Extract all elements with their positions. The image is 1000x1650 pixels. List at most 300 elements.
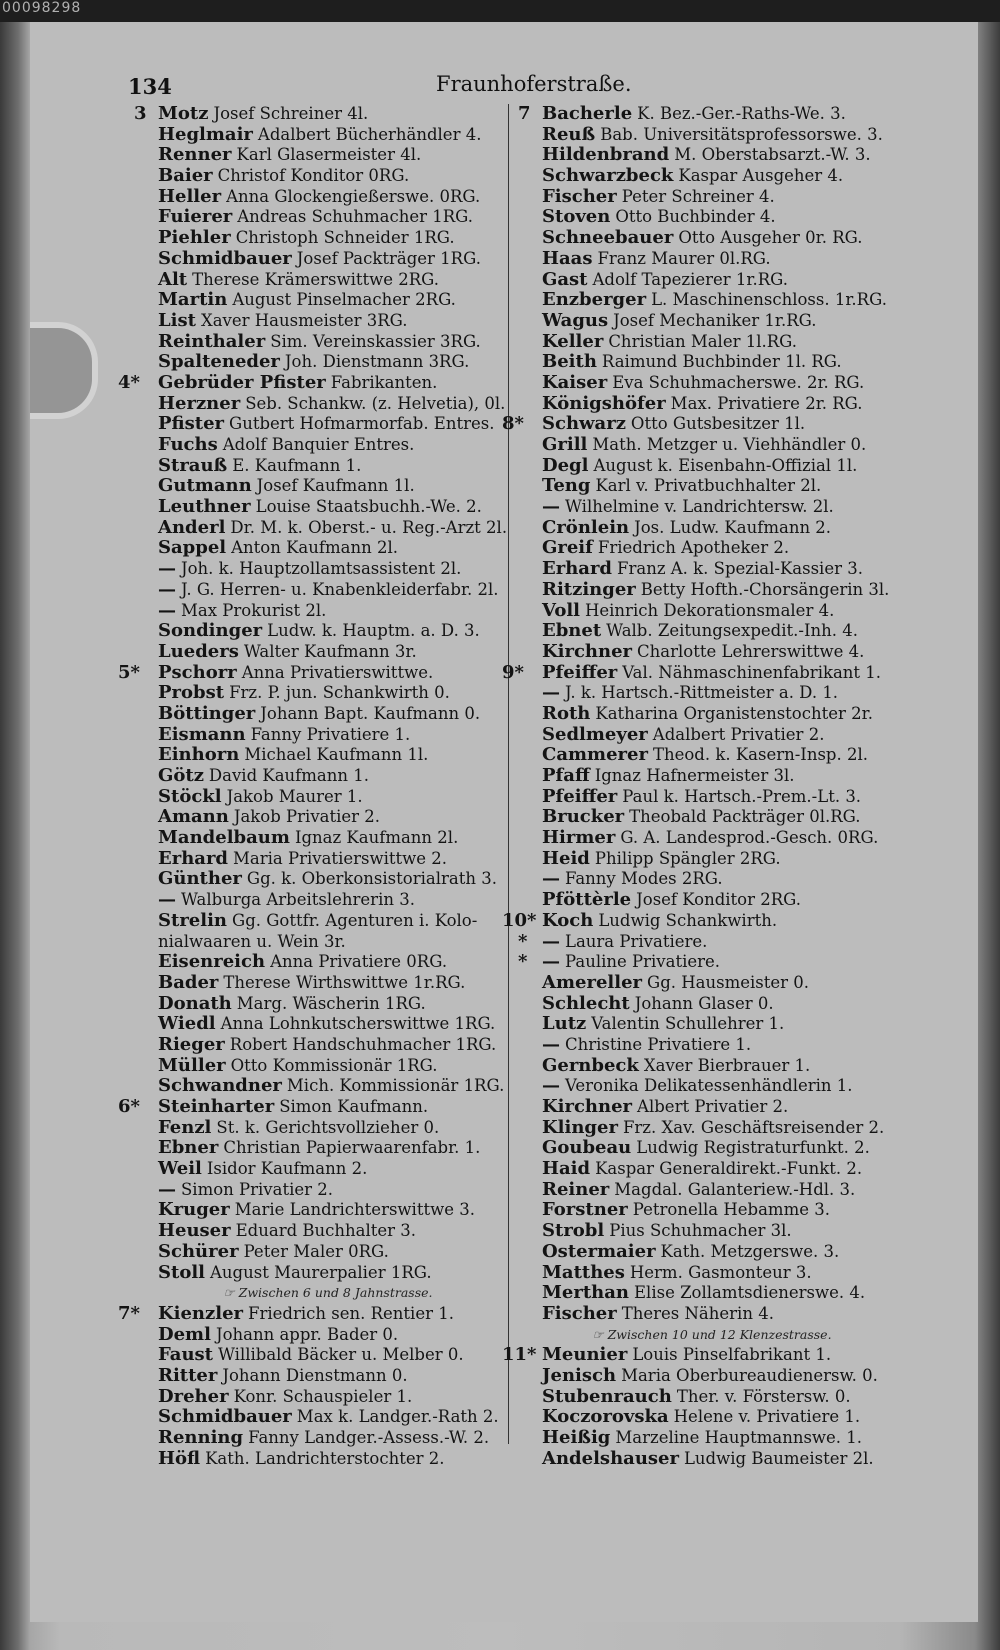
directory-entry [512, 497, 912, 518]
resident-details: Fabrikanten. [330, 372, 438, 392]
resident-name: Renner [158, 144, 232, 166]
resident-details: Otto Buchbinder 4. [615, 207, 776, 227]
resident-name: Merthan [542, 1282, 630, 1304]
resident-details: G. A. Landesprod.-Gesch. 0RG. [620, 828, 879, 848]
directory-entry [512, 1056, 912, 1077]
resident-details: Otto Gutsbesitzer 1l. [630, 414, 806, 434]
right-column [502, 103, 912, 1469]
resident-name: Heller [158, 185, 222, 207]
resident-details: Gg. Gottfr. Agenturen i. Kolo- [232, 910, 478, 930]
directory-entry [128, 1138, 528, 1159]
resident-details: Adolf Tapezierer 1r.RG. [592, 269, 789, 289]
directory-entry [128, 166, 528, 187]
resident-name: Dreher [158, 1385, 229, 1407]
house-number: 8* [502, 413, 524, 435]
directory-entry [512, 994, 912, 1015]
resident-name: Pföttèrle [542, 889, 632, 911]
house-number: 11* [502, 1344, 537, 1366]
directory-entry [512, 1097, 912, 1118]
resident-details: Johann Dienstmann 0. [222, 1365, 408, 1385]
resident-name: Greif [542, 537, 593, 559]
resident-name: Reuß [542, 123, 596, 145]
directory-entry [512, 332, 912, 353]
directory-entry [512, 1366, 912, 1387]
resident-details: Josef Konditor 2RG. [636, 890, 802, 910]
directory-entry [512, 1076, 912, 1097]
resident-name: Strobl [542, 1220, 605, 1242]
directory-entry [512, 435, 912, 456]
resident-name: — [542, 868, 560, 890]
resident-details: Jakob Privatier 2. [233, 807, 381, 827]
directory-entry [128, 145, 528, 166]
resident-details: Math. Metzger u. Viehhändler 0. [592, 435, 867, 454]
resident-name: Mandelbaum [158, 827, 290, 849]
directory-entry [128, 332, 528, 353]
resident-details: Katharina Organistenstochter 2r. [595, 703, 873, 723]
directory-entry [128, 621, 528, 642]
resident-details: Jakob Maurer 1. [226, 786, 363, 806]
directory-entry [128, 456, 528, 477]
resident-name: List [158, 309, 196, 331]
resident-details: Christine Privatiere 1. [565, 1034, 752, 1054]
directory-entry [502, 1344, 912, 1366]
resident-name: Einhorn [158, 744, 240, 766]
resident-name: — [158, 578, 176, 600]
directory-entry [512, 518, 912, 539]
resident-name: Weil [158, 1158, 202, 1180]
directory-entry [512, 1014, 912, 1035]
house-number: 5* [118, 661, 140, 683]
resident-name: Hildenbrand [542, 144, 670, 166]
directory-entry [128, 1180, 528, 1201]
directory-entry [118, 371, 528, 394]
resident-details: Josef Kaufmann 1l. [256, 476, 415, 496]
directory-entry [502, 909, 912, 932]
resident-name: Herzner [158, 392, 241, 414]
directory-entry [128, 890, 528, 911]
resident-name: Renning [158, 1427, 244, 1448]
resident-name: Schwarzbeck [542, 165, 674, 187]
resident-name: Kaiser [542, 371, 608, 393]
resident-name: Beith [542, 351, 597, 373]
resident-name: Lutz [542, 1013, 587, 1035]
resident-details: Xaver Hausmeister 3RG. [200, 310, 408, 330]
resident-details: Kaspar Generaldirekt.-Funkt. 2. [595, 1159, 863, 1179]
directory-entry [512, 1242, 912, 1263]
resident-name: Jenisch [542, 1364, 617, 1386]
resident-name: Wiedl [158, 1013, 216, 1035]
resident-name: Forstner [542, 1199, 628, 1221]
page-number: 134 [128, 74, 172, 99]
resident-details: Ludwig Schankwirth. [598, 910, 778, 930]
directory-entry [512, 125, 912, 146]
directory-entry [512, 1304, 912, 1325]
directory-entry [128, 994, 528, 1015]
resident-name: Götz [158, 765, 204, 786]
resident-name: Brucker [542, 806, 625, 828]
directory-entry [512, 1200, 912, 1221]
resident-name: Pfeiffer [542, 785, 618, 807]
resident-details: Adolf Banquier Entres. [222, 435, 415, 454]
resident-name: Fuierer [158, 206, 233, 228]
directory-entry [512, 745, 912, 766]
directory-entry [128, 125, 528, 146]
resident-name: Schmidbauer [158, 1406, 292, 1428]
resident-name: Schürer [158, 1240, 239, 1262]
resident-name: Gast [542, 268, 588, 290]
resident-details: St. k. Gerichtsvollzieher 0. [216, 1117, 440, 1137]
directory-entry [512, 766, 912, 787]
directory-entry [512, 290, 912, 311]
directory-entry [512, 828, 912, 849]
resident-name: Haid [542, 1158, 591, 1180]
resident-details: Herm. Gasmonteur 3. [629, 1262, 812, 1282]
resident-details: J. G. Herren- u. Knabenkleiderfabr. 2l. [181, 579, 499, 599]
resident-name: Schneebauer [542, 227, 674, 249]
directory-entry [512, 352, 912, 373]
resident-details: Laura Privatiere. [565, 931, 708, 951]
directory-entry [128, 704, 528, 725]
directory-entry [512, 642, 912, 663]
resident-details: Simon Privatier 2. [181, 1179, 334, 1199]
directory-entry [512, 683, 912, 704]
resident-name: Grill [542, 434, 588, 455]
resident-details: Fanny Privatiere 1. [250, 724, 411, 744]
directory-entry [128, 414, 528, 435]
resident-details: Theres Näherin 4. [621, 1303, 774, 1323]
directory-entry [128, 745, 528, 766]
resident-details: Paul k. Hartsch.-Prem.-Lt. 3. [622, 786, 862, 806]
resident-details: Fanny Modes 2RG. [565, 869, 723, 889]
resident-name: Pfister [158, 413, 225, 435]
resident-details: Frz. P. jun. Schankwirth 0. [229, 683, 450, 703]
directory-entry [128, 642, 528, 663]
directory-entry [118, 1096, 528, 1118]
resident-details: Fanny Landger.-Assess.-W. 2. [248, 1428, 490, 1447]
directory-entry [128, 1263, 528, 1284]
resident-details: Helene v. Privatiere 1. [673, 1407, 861, 1427]
resident-details: Christian Maler 1l.RG. [608, 331, 797, 351]
directory-entry [512, 207, 912, 228]
resident-details: Josef Mechaniker 1r.RG. [613, 310, 817, 330]
resident-details: Jos. Ludw. Kaufmann 2. [634, 517, 832, 537]
directory-entry [128, 476, 528, 497]
resident-name: Pfaff [542, 765, 590, 786]
resident-details: Raimund Buchbinder 1l. RG. [601, 352, 842, 372]
resident-details: Johann appr. Bader 0. [215, 1324, 399, 1344]
resident-name: Kruger [158, 1199, 230, 1221]
resident-details: Ther. v. Förstersw. 0. [676, 1386, 851, 1406]
resident-details: M. Oberstabsarzt.-W. 3. [674, 145, 871, 165]
resident-details: Maria Privatierswittwe 2. [233, 848, 447, 868]
resident-name: Enzberger [542, 289, 647, 311]
resident-details: Ignaz Hafnermeister 3l. [594, 766, 795, 785]
resident-name: Kirchner [542, 1096, 633, 1117]
resident-name: Bacherle [542, 103, 633, 124]
resident-details: Charlotte Lehrerswittwe 4. [637, 641, 865, 661]
resident-details: Gutbert Hofmarmorfab. Entres. [229, 414, 495, 434]
resident-name: — [542, 951, 560, 973]
directory-entry [128, 270, 528, 291]
resident-details: Joh. Dienstmann 3RG. [284, 352, 470, 372]
directory-entry [128, 1159, 528, 1180]
resident-details: Theod. k. Kasern-Insp. 2l. [652, 745, 868, 765]
resident-name: Rieger [158, 1033, 225, 1055]
resident-name: — [158, 889, 176, 911]
resident-details: Eva Schuhmacherswe. 2r. RG. [612, 372, 865, 392]
resident-details: Pauline Privatiere. [565, 952, 721, 972]
directory-entry [512, 1449, 912, 1470]
resident-details: Bab. Universitätsprofessorswe. 3. [600, 124, 883, 144]
resident-name: Reiner [542, 1178, 610, 1200]
directory-entry [502, 661, 912, 684]
resident-details: Louis Pinselfabrikant 1. [632, 1345, 832, 1365]
house-number: 3 [134, 103, 147, 124]
resident-name: Erhard [542, 558, 613, 580]
directory-entry [128, 932, 528, 953]
resident-name: Lueders [158, 640, 239, 662]
resident-name: Keller [542, 330, 604, 352]
directory-entry [128, 104, 528, 125]
resident-name: Roth [542, 702, 591, 724]
resident-name: Günther [158, 868, 242, 890]
house-number: 10* [502, 909, 537, 931]
section-note: ☞ Zwischen 10 und 12 Klenzestrasse. [592, 1326, 832, 1342]
resident-name: Faust [158, 1344, 213, 1366]
resident-details: Otto Ausgeher 0r. RG. [678, 228, 863, 248]
resident-details: K. Bez.-Ger.-Raths-We. 3. [637, 104, 846, 123]
resident-details: Anton Kaufmann 2l. [231, 538, 399, 558]
resident-details: Elise Zollamtsdienerswe. 4. [634, 1283, 866, 1303]
directory-entry [128, 394, 528, 415]
resident-details: Simon Kaufmann. [279, 1097, 429, 1116]
resident-details: Val. Nähmaschinenfabrikant 1. [622, 662, 882, 682]
resident-name: Martin [158, 289, 228, 311]
directory-entry [128, 538, 528, 559]
resident-name: Schlecht [542, 992, 630, 1014]
resident-name: Ostermaier [542, 1240, 656, 1262]
resident-details: Peter Maler 0RG. [243, 1241, 389, 1261]
directory-entry [512, 1428, 912, 1449]
resident-details: Therese Krämerswittwe 2RG. [192, 269, 440, 289]
resident-name: Anderl [158, 516, 226, 538]
resident-details: Kaspar Ausgeher 4. [678, 166, 844, 186]
resident-details: Christoph Schneider 1RG. [235, 228, 455, 248]
resident-details: Adalbert Bücherhändler 4. [257, 124, 482, 144]
house-number: 7* [118, 1302, 140, 1324]
resident-name: Fuchs [158, 434, 218, 455]
directory-entry [512, 601, 912, 622]
resident-name: Haas [542, 247, 593, 269]
directory-entry [128, 228, 528, 249]
resident-name: — [158, 558, 176, 580]
directory-entry [512, 580, 912, 601]
section-note: ☞ Zwischen 6 und 8 Jahnstrasse. [223, 1285, 433, 1301]
resident-name: Amann [158, 806, 229, 828]
directory-entry [128, 849, 528, 870]
scan-top-bar [0, 0, 1000, 22]
resident-name: Ebnet [542, 620, 602, 642]
resident-details: Gg. k. Oberkonsistorialrath 3. [246, 869, 497, 889]
directory-entry [512, 1407, 912, 1428]
resident-details: Friedrich Apotheker 2. [597, 538, 790, 558]
directory-entry [512, 476, 912, 497]
directory-entry [128, 766, 528, 787]
resident-name: Baier [158, 165, 213, 187]
resident-name: Andelshauser [542, 1447, 679, 1469]
resident-name: Crönlein [542, 516, 630, 538]
resident-name: Ebner [158, 1137, 219, 1159]
resident-name: Matthes [542, 1261, 625, 1283]
directory-entry [128, 311, 528, 332]
directory-entry [128, 1076, 528, 1097]
resident-name: Strauß [158, 454, 228, 476]
directory-entry [512, 1283, 912, 1304]
resident-details: Max Prokurist 2l. [181, 600, 327, 620]
resident-details: Ludw. k. Hauptm. a. D. 3. [267, 621, 480, 641]
resident-name: Eisenreich [158, 951, 266, 973]
directory-entry [128, 497, 528, 518]
resident-details: Isidor Kaufmann 2. [206, 1159, 368, 1179]
resident-details: Pius Schuhmacher 3l. [609, 1221, 792, 1241]
resident-details: J. k. Hartsch.-Rittmeister a. D. 1. [565, 683, 839, 703]
resident-details: Wilhelmine v. Landrichtersw. 2l. [565, 497, 834, 517]
resident-name: Erhard [158, 847, 229, 869]
house-number: 6* [118, 1096, 140, 1117]
resident-name: Motz [158, 103, 209, 124]
resident-name: Donath [158, 992, 232, 1014]
directory-entry [512, 890, 912, 911]
resident-details: Johann Bapt. Kaufmann 0. [260, 703, 481, 723]
resident-details: Adalbert Privatier 2. [652, 724, 825, 744]
resident-name: Heglmair [158, 123, 253, 145]
resident-details: David Kaufmann 1. [208, 766, 370, 785]
resident-details: Anna Privatiere 0RG. [270, 952, 448, 972]
resident-name: Stoll [158, 1261, 205, 1283]
resident-details: Magdal. Galanteriew.-Hdl. 3. [614, 1179, 856, 1199]
column-divider [508, 104, 509, 1444]
resident-details: Johann Glaser 0. [634, 993, 774, 1013]
resident-name: Böttinger [158, 702, 256, 724]
resident-name: Voll [542, 599, 580, 621]
resident-name: Strelin [158, 909, 228, 931]
resident-name: Teng [542, 475, 591, 497]
resident-details: E. Kaufmann 1. [232, 455, 362, 475]
resident-name: Probst [158, 682, 225, 704]
directory-entry [128, 187, 528, 208]
resident-details: Max k. Landger.-Rath 2. [296, 1407, 499, 1427]
resident-name: Piehler [158, 227, 231, 249]
resident-details: Dr. M. k. Oberst.- u. Reg.-Arzt 2l. [230, 517, 508, 537]
directory-entry [512, 1221, 912, 1242]
resident-details: Kath. Landrichterstochter 2. [205, 1448, 445, 1468]
resident-name: — [542, 930, 560, 952]
directory-entry [128, 1449, 528, 1470]
resident-name: Kienzler [158, 1302, 244, 1324]
resident-name: Bader [158, 971, 219, 993]
left-column [118, 103, 528, 1469]
directory-entry [118, 661, 528, 684]
resident-name: Schwandner [158, 1075, 282, 1097]
resident-name: Goubeau [542, 1137, 632, 1159]
resident-details: Theobald Packträger 0l.RG. [629, 807, 861, 827]
resident-name: Eismann [158, 723, 246, 745]
resident-details: Eduard Buchhalter 3. [235, 1221, 417, 1241]
resident-details: Franz A. k. Spezial-Kassier 3. [617, 559, 863, 579]
directory-entry [128, 1035, 528, 1056]
directory-entry [512, 456, 912, 477]
directory-entry [512, 559, 912, 580]
directory-entry [512, 166, 912, 187]
resident-name: Degl [542, 454, 589, 476]
resident-name: Königshöfer [542, 392, 666, 414]
resident-details: Marzeline Hauptmannswe. 1. [615, 1428, 863, 1447]
directory-entry [512, 973, 912, 994]
directory-entry [512, 849, 912, 870]
directory-entry [512, 538, 912, 559]
resident-details: Veronika Delikatessenhändlerin 1. [565, 1076, 853, 1096]
resident-details: Petronella Hebamme 3. [632, 1200, 830, 1220]
directory-entry [512, 952, 912, 973]
directory-entry [128, 207, 528, 228]
directory-entry [128, 580, 528, 601]
binding-clip [30, 322, 98, 419]
resident-name: Leuthner [158, 496, 251, 518]
resident-details: Peter Schreiner 4. [621, 186, 775, 206]
directory-entry [512, 725, 912, 746]
directory-entry [128, 1242, 528, 1263]
resident-name: Pschorr [158, 661, 237, 683]
resident-details: Karl Glasermeister 4l. [236, 145, 422, 165]
resident-name: Höfl [158, 1447, 201, 1469]
resident-details: Walburga Arbeitslehrerin 3. [181, 890, 415, 910]
resident-details: Betty Hofth.-Chorsängerin 3l. [640, 579, 890, 599]
resident-name: — [542, 682, 560, 704]
house-number: 9* [502, 661, 524, 683]
resident-name: Gernbeck [542, 1054, 639, 1076]
resident-details: Anna Lohnkutscherswittwe 1RG. [220, 1014, 496, 1034]
directory-entry [128, 807, 528, 828]
resident-name: Schwarz [542, 413, 626, 435]
resident-details: Otto Kommissionär 1RG. [230, 1055, 438, 1075]
resident-name: Stoven [542, 206, 611, 228]
resident-details: Friedrich sen. Rentier 1. [248, 1303, 454, 1323]
resident-name: Deml [158, 1323, 211, 1345]
resident-name: Reinthaler [158, 330, 266, 352]
resident-name: Schmidbauer [158, 247, 292, 269]
resident-details: August Pinselmacher 2RG. [232, 290, 456, 310]
directory-entry [128, 787, 528, 808]
resident-name: Sondinger [158, 620, 263, 642]
directory-entry [128, 869, 528, 890]
directory-entry [128, 1387, 528, 1408]
directory-entry [512, 311, 912, 332]
resident-details: Ludwig Baumeister 2l. [683, 1448, 874, 1468]
resident-name: Sedlmeyer [542, 723, 648, 745]
house-number: * [518, 930, 528, 952]
resident-name: Müller [158, 1054, 226, 1076]
resident-details: Walter Kaufmann 3r. [243, 641, 417, 661]
directory-entry [512, 704, 912, 725]
resident-name: Alt [158, 268, 188, 290]
directory-entry [128, 290, 528, 311]
directory-entry [512, 187, 912, 208]
resident-details: Max. Privatiere 2r. RG. [670, 393, 863, 413]
directory-entry [512, 145, 912, 166]
resident-name: Fischer [542, 1302, 617, 1324]
resident-name: Koczorovska [542, 1406, 669, 1428]
directory-entry [502, 413, 912, 435]
